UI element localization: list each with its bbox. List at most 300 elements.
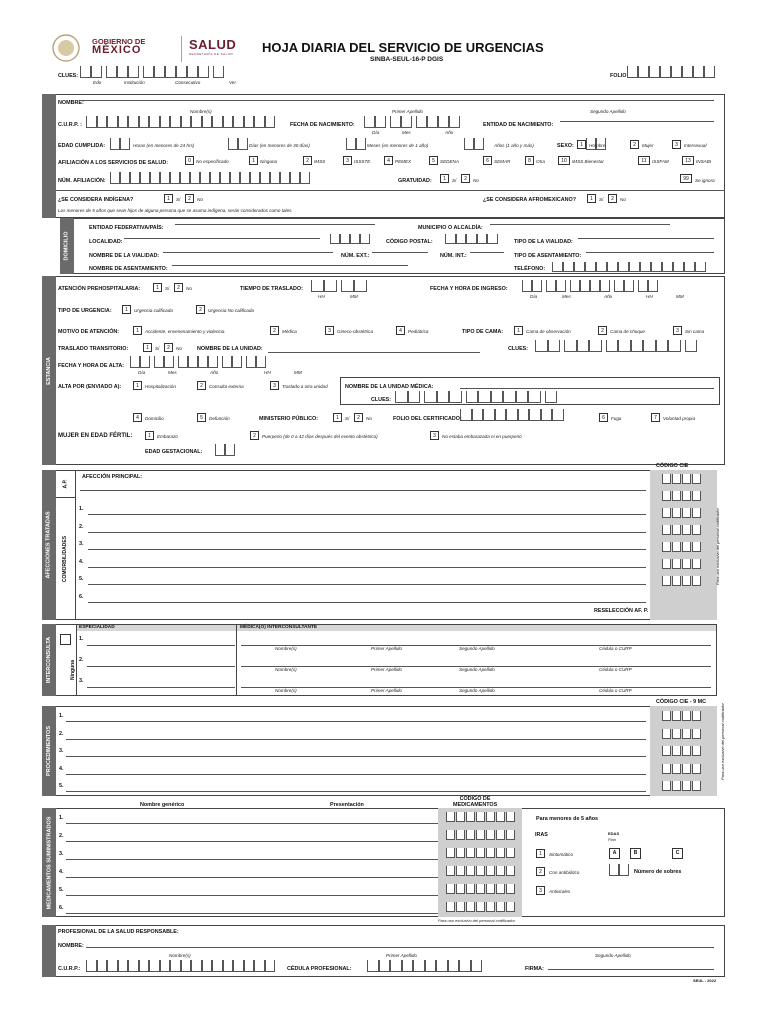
entry-cell[interactable] (596, 262, 607, 272)
alta-field[interactable] (130, 356, 310, 368)
alta-4-box[interactable]: 4 (133, 413, 142, 422)
entry-cell[interactable] (684, 262, 695, 272)
entry-cell[interactable] (390, 116, 401, 128)
alta-3-box[interactable]: 3 (270, 381, 279, 390)
entry-cell[interactable] (180, 172, 190, 184)
entry-cell[interactable] (624, 280, 634, 292)
entry-cell[interactable] (532, 280, 542, 292)
entry-cell[interactable] (375, 116, 386, 128)
tipo-asen-field[interactable] (586, 252, 714, 253)
trans-clues-field[interactable] (535, 340, 713, 352)
entry-cell[interactable] (160, 116, 171, 128)
entry-cell[interactable] (170, 960, 181, 972)
entry-cell[interactable] (638, 280, 648, 292)
entry-cell[interactable] (91, 66, 102, 78)
entry-cell[interactable] (354, 280, 367, 292)
entry-cell[interactable] (254, 116, 265, 128)
cie-code-cell[interactable] (662, 474, 671, 484)
entry-cell[interactable] (210, 172, 220, 184)
entry-cell[interactable] (140, 172, 150, 184)
entry-cell[interactable] (506, 409, 518, 421)
entry-cell[interactable] (223, 960, 234, 972)
med-row-field[interactable] (66, 877, 438, 878)
folio-field[interactable] (627, 66, 717, 78)
trans-si-box[interactable]: 1 (143, 343, 152, 352)
entry-cell[interactable] (535, 340, 548, 352)
mef-3-box[interactable]: 3 (430, 431, 439, 440)
entry-cell[interactable] (682, 66, 693, 78)
entry-cell[interactable] (360, 234, 370, 244)
entry-cell[interactable] (627, 66, 638, 78)
entry-cell[interactable] (107, 116, 118, 128)
mef-1-box[interactable]: 1 (145, 431, 154, 440)
entry-cell[interactable] (518, 409, 530, 421)
entidad-nac-field[interactable] (560, 121, 714, 122)
entry-cell[interactable] (619, 864, 629, 876)
se-ignora-box[interactable]: 99 (680, 174, 692, 183)
entry-cell[interactable] (438, 116, 449, 128)
entry-cell[interactable] (187, 66, 198, 78)
entry-cell[interactable] (528, 391, 541, 403)
entry-cell[interactable] (130, 356, 140, 368)
alta-5-box[interactable]: 5 (197, 413, 206, 422)
entry-cell[interactable] (118, 960, 129, 972)
entry-cell[interactable] (629, 262, 640, 272)
sexo-3-box[interactable]: 3 (672, 140, 681, 149)
entry-cell[interactable] (413, 960, 425, 972)
entry-cell[interactable] (483, 409, 495, 421)
entry-cell[interactable] (260, 172, 270, 184)
entry-cell[interactable] (427, 116, 438, 128)
clues-top-field[interactable] (80, 66, 240, 78)
entry-cell[interactable] (118, 116, 129, 128)
entry-cell[interactable] (128, 116, 139, 128)
entry-cell[interactable] (456, 234, 467, 244)
entry-cell[interactable] (618, 262, 629, 272)
iras-1-box[interactable]: 1 (536, 849, 545, 858)
entry-cell[interactable] (589, 340, 602, 352)
med-row-field[interactable] (66, 859, 438, 860)
entry-cell[interactable] (673, 262, 684, 272)
entry-cell[interactable] (408, 391, 421, 403)
entry-cell[interactable] (704, 66, 715, 78)
plan-c-box[interactable]: C (672, 848, 683, 859)
entry-cell[interactable] (220, 172, 230, 184)
entry-cell[interactable] (188, 356, 198, 368)
entry-cell[interactable] (233, 116, 244, 128)
entry-cell[interactable] (150, 172, 160, 184)
ext-field[interactable] (372, 252, 428, 253)
afiliacion-10-box[interactable]: 10 (558, 156, 570, 165)
grat-si-box[interactable]: 1 (440, 174, 449, 183)
entry-cell[interactable] (181, 116, 192, 128)
entry-cell[interactable] (487, 234, 498, 244)
comorb-row-field[interactable] (88, 567, 646, 568)
tel-field[interactable] (552, 262, 708, 272)
entry-cell[interactable] (254, 960, 265, 972)
entry-cell[interactable] (311, 280, 324, 292)
entry-cell[interactable] (643, 340, 656, 352)
entry-cell[interactable] (671, 66, 682, 78)
int-field[interactable] (470, 252, 504, 253)
num-af-field[interactable] (110, 172, 314, 184)
prehosp-no-box[interactable]: 2 (174, 283, 183, 292)
comorb-row-field[interactable] (88, 584, 646, 585)
comorb-row-field[interactable] (88, 514, 646, 515)
sobres-field[interactable] (609, 864, 631, 876)
traslado-field[interactable] (311, 280, 373, 292)
entry-cell[interactable] (270, 172, 280, 184)
entry-cell[interactable] (563, 262, 574, 272)
entry-cell[interactable] (552, 262, 563, 272)
entry-cell[interactable] (265, 116, 276, 128)
entry-cell[interactable] (97, 116, 108, 128)
entry-cell[interactable] (577, 340, 590, 352)
entry-cell[interactable] (466, 391, 479, 403)
entry-cell[interactable] (367, 960, 379, 972)
prehosp-si-box[interactable]: 1 (153, 283, 162, 292)
entry-cell[interactable] (437, 391, 450, 403)
proc-row-field[interactable] (66, 791, 646, 792)
entry-cell[interactable] (330, 234, 340, 244)
entry-cell[interactable] (460, 409, 472, 421)
entry-cell[interactable] (609, 864, 619, 876)
entry-cell[interactable] (143, 66, 154, 78)
entry-cell[interactable] (600, 280, 610, 292)
entry-cell[interactable] (178, 356, 188, 368)
entry-cell[interactable] (495, 409, 507, 421)
entry-cell[interactable] (170, 116, 181, 128)
entry-cell[interactable] (200, 172, 210, 184)
cie-code-cell[interactable] (672, 474, 681, 484)
entry-cell[interactable] (128, 66, 139, 78)
indigena-no-box[interactable]: 2 (185, 194, 194, 203)
entry-cell[interactable] (244, 116, 255, 128)
entry-cell[interactable] (436, 960, 448, 972)
entry-cell[interactable] (564, 340, 577, 352)
entry-cell[interactable] (213, 66, 224, 78)
entry-cell[interactable] (466, 234, 477, 244)
comorb-row-field[interactable] (88, 549, 646, 550)
entry-cell[interactable] (139, 960, 150, 972)
inter-especialidad-field[interactable] (87, 687, 235, 688)
entry-cell[interactable] (546, 280, 556, 292)
entry-cell[interactable] (160, 960, 171, 972)
entry-cell[interactable] (149, 960, 160, 972)
nom-unidad-field[interactable] (268, 352, 480, 353)
entry-cell[interactable] (424, 391, 437, 403)
med-row-field[interactable] (66, 913, 438, 914)
cedula-field[interactable] (367, 960, 487, 972)
proc-row-field[interactable] (66, 739, 646, 740)
entry-cell[interactable] (631, 340, 644, 352)
entry-cell[interactable] (545, 391, 558, 403)
entry-cell[interactable] (649, 66, 660, 78)
entry-cell[interactable] (290, 172, 300, 184)
entry-cell[interactable] (401, 116, 412, 128)
entry-cell[interactable] (120, 172, 130, 184)
entry-cell[interactable] (86, 960, 97, 972)
entry-cell[interactable] (356, 138, 366, 150)
entry-cell[interactable] (651, 262, 662, 272)
cama-3-box[interactable]: 3 (673, 326, 682, 335)
ninguna-checkbox[interactable] (60, 634, 71, 645)
entry-cell[interactable] (522, 280, 532, 292)
entry-cell[interactable] (556, 280, 566, 292)
entry-cell[interactable] (154, 356, 164, 368)
afiliacion-4-box[interactable]: 4 (384, 156, 393, 165)
proc-row-field[interactable] (66, 721, 646, 722)
entry-cell[interactable] (350, 234, 360, 244)
entry-cell[interactable] (202, 960, 213, 972)
entry-cell[interactable] (117, 66, 128, 78)
entry-cell[interactable] (474, 138, 484, 150)
entry-cell[interactable] (165, 66, 176, 78)
entry-cell[interactable] (139, 116, 150, 128)
plan-a-box[interactable]: A (609, 848, 620, 859)
entry-cell[interactable] (244, 960, 255, 972)
urg-2-box[interactable]: 2 (196, 305, 205, 314)
entry-cell[interactable] (222, 356, 232, 368)
entry-cell[interactable] (208, 356, 218, 368)
entry-cell[interactable] (585, 262, 596, 272)
entry-cell[interactable] (340, 234, 350, 244)
entry-cell[interactable] (695, 262, 706, 272)
entry-cell[interactable] (212, 116, 223, 128)
inter-especialidad-field[interactable] (87, 645, 235, 646)
comorb-row-field[interactable] (88, 532, 646, 533)
entry-cell[interactable] (181, 960, 192, 972)
trans-no-box[interactable]: 2 (164, 343, 173, 352)
entry-cell[interactable] (590, 280, 600, 292)
entry-cell[interactable] (225, 444, 235, 456)
entry-cell[interactable] (395, 391, 408, 403)
entry-cell[interactable] (640, 262, 651, 272)
entry-cell[interactable] (402, 960, 414, 972)
entry-cell[interactable] (280, 172, 290, 184)
alta-1-box[interactable]: 1 (133, 381, 142, 390)
entry-cell[interactable] (459, 960, 471, 972)
alta-7-box[interactable]: 7 (651, 413, 660, 422)
cie-code-cell[interactable] (682, 474, 691, 484)
entry-cell[interactable] (238, 138, 248, 150)
entry-cell[interactable] (379, 960, 391, 972)
iras-2-box[interactable]: 2 (536, 867, 545, 876)
entry-cell[interactable] (471, 960, 483, 972)
med-row-field[interactable] (66, 895, 438, 896)
entry-cell[interactable] (685, 340, 698, 352)
afiliacion-3-box[interactable]: 3 (343, 156, 352, 165)
entry-cell[interactable] (660, 66, 671, 78)
afiliacion-13-box[interactable]: 13 (682, 156, 694, 165)
entry-cell[interactable] (212, 960, 223, 972)
firma-field[interactable] (548, 969, 714, 970)
entry-cell[interactable] (223, 116, 234, 128)
entry-cell[interactable] (648, 280, 658, 292)
inter-especialidad-field[interactable] (87, 666, 235, 667)
entry-cell[interactable] (606, 340, 619, 352)
entry-cell[interactable] (149, 116, 160, 128)
entry-cell[interactable] (215, 444, 225, 456)
afiliacion-5-box[interactable]: 5 (429, 156, 438, 165)
entry-cell[interactable] (668, 340, 681, 352)
entry-cell[interactable] (491, 391, 504, 403)
entry-cell[interactable] (233, 960, 244, 972)
entry-cell[interactable] (416, 116, 427, 128)
mp-si-box[interactable]: 1 (333, 413, 342, 422)
entry-cell[interactable] (464, 138, 474, 150)
entry-cell[interactable] (107, 960, 118, 972)
entry-cell[interactable] (341, 280, 354, 292)
entry-cell[interactable] (570, 280, 580, 292)
entry-cell[interactable] (425, 960, 437, 972)
mef-2-box[interactable]: 2 (250, 431, 259, 440)
urg-1-box[interactable]: 1 (122, 305, 131, 314)
entry-cell[interactable] (198, 66, 209, 78)
motivo-4-box[interactable]: 4 (396, 326, 405, 335)
grat-no-box[interactable]: 2 (461, 174, 470, 183)
entry-cell[interactable] (574, 262, 585, 272)
nombre-field[interactable] (80, 100, 714, 101)
entry-cell[interactable] (300, 172, 310, 184)
entry-cell[interactable] (110, 172, 120, 184)
afiliacion-1-box[interactable]: 1 (249, 156, 258, 165)
entry-cell[interactable] (529, 409, 541, 421)
cama-1-box[interactable]: 1 (514, 326, 523, 335)
entry-cell[interactable] (128, 960, 139, 972)
localidad-code[interactable] (330, 234, 374, 244)
localidad-field[interactable] (124, 238, 320, 239)
entry-cell[interactable] (110, 138, 120, 150)
entry-cell[interactable] (246, 356, 256, 368)
entry-cell[interactable] (140, 356, 150, 368)
afiliacion-11-box[interactable]: 11 (638, 156, 650, 165)
entry-cell[interactable] (202, 116, 213, 128)
ingreso-field[interactable] (522, 280, 712, 292)
entry-cell[interactable] (80, 66, 91, 78)
entry-cell[interactable] (190, 172, 200, 184)
entry-cell[interactable] (160, 172, 170, 184)
plan-b-box[interactable]: B (630, 848, 641, 859)
med-row-field[interactable] (66, 823, 438, 824)
entry-cell[interactable] (693, 66, 704, 78)
entry-cell[interactable] (477, 234, 488, 244)
alta-6-box[interactable]: 6 (599, 413, 608, 422)
entry-cell[interactable] (97, 960, 108, 972)
entry-cell[interactable] (449, 116, 460, 128)
cie-code-cell[interactable] (692, 474, 701, 484)
entry-cell[interactable] (256, 356, 266, 368)
entry-cell[interactable] (449, 391, 462, 403)
sexo-2-box[interactable]: 2 (630, 140, 639, 149)
entry-cell[interactable] (198, 356, 208, 368)
motivo-3-box[interactable]: 3 (325, 326, 334, 335)
entry-cell[interactable] (164, 356, 174, 368)
proc-row-field[interactable] (66, 774, 646, 775)
cama-2-box[interactable]: 2 (598, 326, 607, 335)
motivo-1-box[interactable]: 1 (133, 326, 142, 335)
entry-cell[interactable] (548, 340, 561, 352)
entry-cell[interactable] (607, 262, 618, 272)
entidad-field[interactable] (175, 224, 375, 225)
entry-cell[interactable] (191, 116, 202, 128)
indigena-si-box[interactable]: 1 (164, 194, 173, 203)
entry-cell[interactable] (130, 172, 140, 184)
entry-cell[interactable] (638, 66, 649, 78)
entry-cell[interactable] (265, 960, 276, 972)
entry-cell[interactable] (346, 138, 356, 150)
entry-cell[interactable] (86, 116, 97, 128)
nom-vial-field[interactable] (163, 252, 333, 253)
entry-cell[interactable] (230, 172, 240, 184)
afiliacion-2-box[interactable]: 2 (303, 156, 312, 165)
resp-curp-field[interactable] (86, 960, 282, 972)
afro-si-box[interactable]: 1 (587, 194, 596, 203)
entry-cell[interactable] (154, 66, 165, 78)
cp-field[interactable] (445, 234, 501, 244)
comorb-row-field[interactable] (88, 602, 646, 603)
entry-cell[interactable] (106, 66, 117, 78)
entry-cell[interactable] (170, 172, 180, 184)
entry-cell[interactable] (656, 340, 669, 352)
entry-cell[interactable] (120, 138, 130, 150)
entry-cell[interactable] (364, 116, 375, 128)
entry-cell[interactable] (552, 409, 564, 421)
mp-no-box[interactable]: 2 (354, 413, 363, 422)
alta-clues-field[interactable] (395, 391, 573, 403)
entry-cell[interactable] (662, 262, 673, 272)
gest-field[interactable] (215, 444, 237, 456)
entry-cell[interactable] (240, 172, 250, 184)
curp-field[interactable] (86, 116, 282, 128)
alta-2-box[interactable]: 2 (197, 381, 206, 390)
afiliacion-0-box[interactable]: 0 (185, 156, 194, 165)
resp-nombre-field[interactable] (86, 947, 714, 948)
entry-cell[interactable] (324, 280, 337, 292)
proc-row-field[interactable] (66, 756, 646, 757)
entry-cell[interactable] (176, 66, 187, 78)
entry-cell[interactable] (516, 391, 529, 403)
entry-cell[interactable] (445, 234, 456, 244)
med-row-field[interactable] (66, 841, 438, 842)
afiliacion-8-box[interactable]: 8 (525, 156, 534, 165)
entry-cell[interactable] (232, 356, 242, 368)
entry-cell[interactable] (390, 960, 402, 972)
afeccion-field[interactable] (80, 490, 646, 491)
folio-cert-field[interactable] (460, 409, 568, 421)
tipo-vial-field[interactable] (578, 238, 714, 239)
afiliacion-6-box[interactable]: 6 (483, 156, 492, 165)
nom-asen-field[interactable] (172, 265, 408, 266)
entry-cell[interactable] (614, 280, 624, 292)
fecha-nac-field[interactable] (364, 116, 472, 128)
entry-cell[interactable] (448, 960, 460, 972)
entry-cell[interactable] (472, 409, 484, 421)
entry-cell[interactable] (478, 391, 491, 403)
municipio-field[interactable] (490, 224, 670, 225)
nom-um-field[interactable] (460, 388, 714, 389)
motivo-2-box[interactable]: 2 (270, 326, 279, 335)
entry-cell[interactable] (541, 409, 553, 421)
sexo-1-box[interactable]: 1 (577, 140, 586, 149)
iras-3-box[interactable]: 3 (536, 886, 545, 895)
entry-cell[interactable] (618, 340, 631, 352)
entry-cell[interactable] (580, 280, 590, 292)
afro-no-box[interactable]: 2 (608, 194, 617, 203)
entry-cell[interactable] (228, 138, 238, 150)
entry-cell[interactable] (250, 172, 260, 184)
entry-cell[interactable] (191, 960, 202, 972)
